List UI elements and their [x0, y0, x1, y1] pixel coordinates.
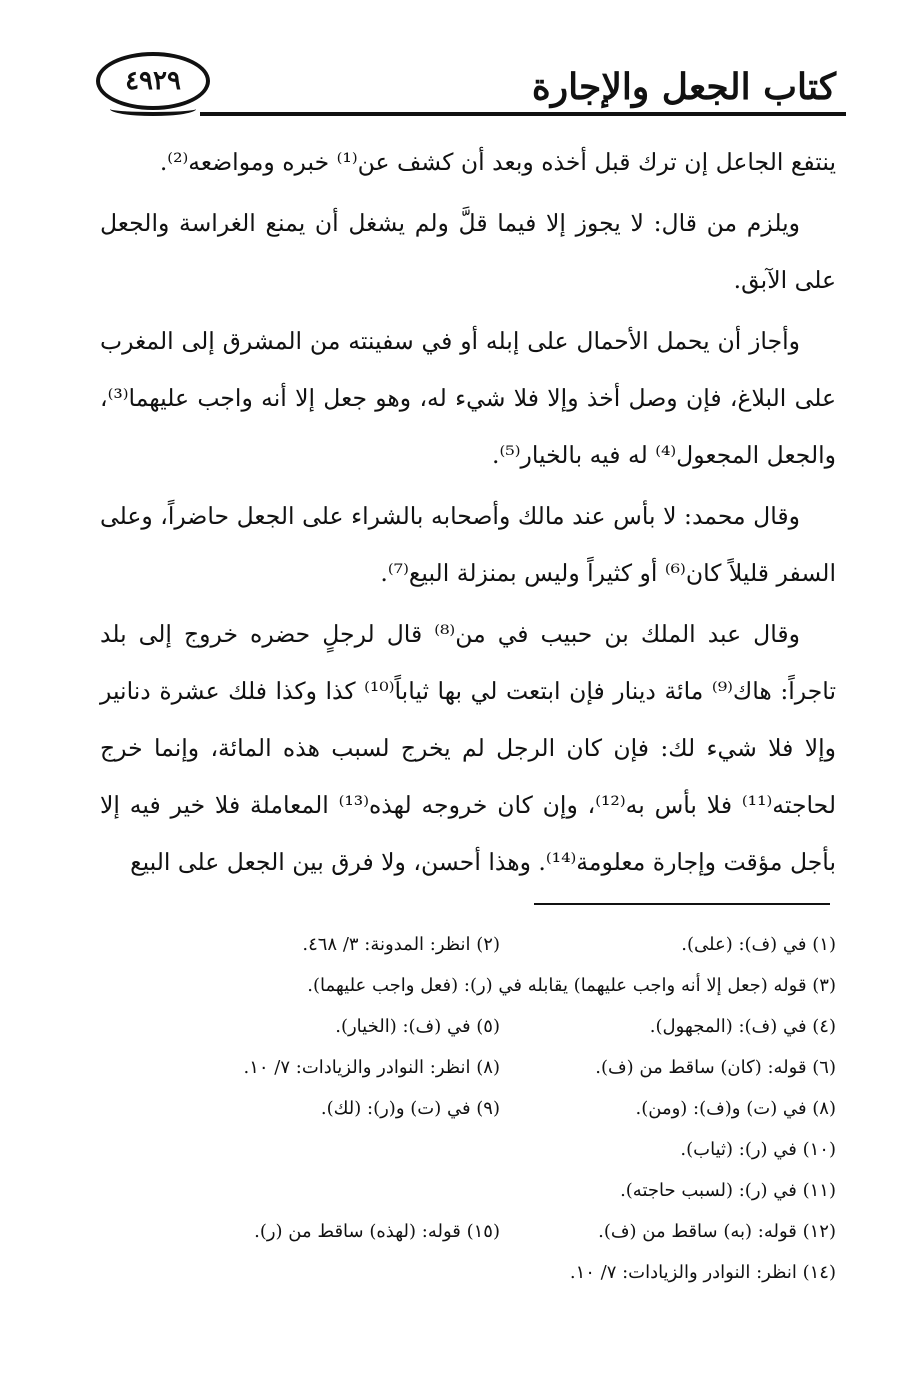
- body-text: [100, 134, 836, 895]
- footnote: (٣) قوله (جعل إلا أنه واجب عليهما) يقابله في (ر): (فعل واجب عليهما).: [307, 975, 836, 996]
- paragraph: ويلزم من قال: لا يجوز إلا فيما قلَّ ولم يشغل أن يمنع الغراسة والجعل على الآبق.: [100, 209, 836, 294]
- paragraph: وقال عبد الملك بن حبيب في من⁽⁸⁾ قال لرجلٍ حضره خروج إلى بلد تاجراً: هاك⁽⁹⁾ مائة دينار فإن ابتعت لي بها ثياباً⁽¹⁰⁾ كذا وكذا فلك عشرة دنانير وإلا فلا شيء لك: فإن كان الرجل لم يخرج لسبب هذه المائة، وإنما خرج لحاجته⁽¹¹⁾ فلا بأس به⁽¹²⁾، وإن كان خروجه لهذه⁽¹³⁾ المعاملة فلا خير فيه إلا بأجل مؤقت وإجارة معلومة⁽¹⁴⁾. وهذا أحسن، ولا فرق بين الجعل على البيع: [100, 620, 837, 876]
- paragraph: وقال محمد: لا بأس عند مالك وأصحابه بالشراء على الجعل حاضراً، وعلى السفر قليلاً كان⁽⁶⁾ أو كثيراً وليس بمنزلة البيع⁽⁷⁾.: [100, 502, 836, 587]
- footnote-row: [150, 1211, 836, 1252]
- footnote-separator: [534, 903, 830, 905]
- footnote-row: [150, 1047, 836, 1088]
- page-number-badge: [96, 52, 210, 110]
- footnote: (١٠) في (ر): (ثياب).: [680, 1139, 836, 1160]
- footnote: (٢) انظر: المدونة: ٣/ ٤٦٨.: [302, 934, 500, 955]
- footnote: (١٤) انظر: النوادر والزيادات: ٧/ ١٠.: [569, 1262, 836, 1283]
- footnote-row: [150, 1129, 836, 1170]
- footnote: (١١) في (ر): (لسبب حاجته).: [620, 1180, 836, 1201]
- footnote: (٥) في (ف): (الخيار).: [335, 1016, 500, 1037]
- footnote-row: [150, 1252, 836, 1293]
- footnote: (١٢) قوله: (به) ساقط من (ف).: [598, 1221, 836, 1242]
- footnotes: [150, 924, 836, 1293]
- footnote-row: [150, 1170, 836, 1211]
- footnote: (٨) انظر: النوادر والزيادات: ٧/ ١٠.: [243, 1057, 500, 1078]
- paragraph: وأجاز أن يحمل الأحمال على إبله أو في سفينته من المشرق إلى المغرب على البلاغ، فإن وصل أخذ وإلا فلا شيء له، وهو جعل إلا أنه واجب عليهما⁽³⁾، والجعل المجعول⁽⁴⁾ له فيه بالخيار⁽⁵⁾.: [100, 327, 836, 469]
- footnote: (١) في (ف): (على).: [681, 934, 836, 955]
- chapter-title: كتاب الجعل والإجارة: [531, 66, 836, 108]
- header-rule: [200, 112, 846, 116]
- page-number: ٤٩٢٩: [125, 66, 181, 96]
- footnote: (٨) في (ت) و(ف): (ومن).: [635, 1098, 836, 1119]
- footnote: (٤) في (ف): (المجهول).: [649, 1016, 836, 1037]
- footnote-row: [150, 965, 836, 1006]
- footnote: (٦) قوله: (كان) ساقط من (ف).: [595, 1057, 836, 1078]
- page-header: [90, 40, 846, 120]
- footnote-row: [150, 1088, 836, 1129]
- footnote-row: [150, 1006, 836, 1047]
- paragraph: ينتفع الجاعل إن ترك قبل أخذه وبعد أن كشف عن⁽¹⁾ خبره ومواضعه⁽²⁾.: [159, 148, 836, 176]
- footnote-row: [150, 924, 836, 965]
- footnote: (٩) في (ت) و(ر): (لك).: [320, 1098, 500, 1119]
- footnote: (١٥) قوله: (لهذه) ساقط من (ر).: [254, 1221, 500, 1242]
